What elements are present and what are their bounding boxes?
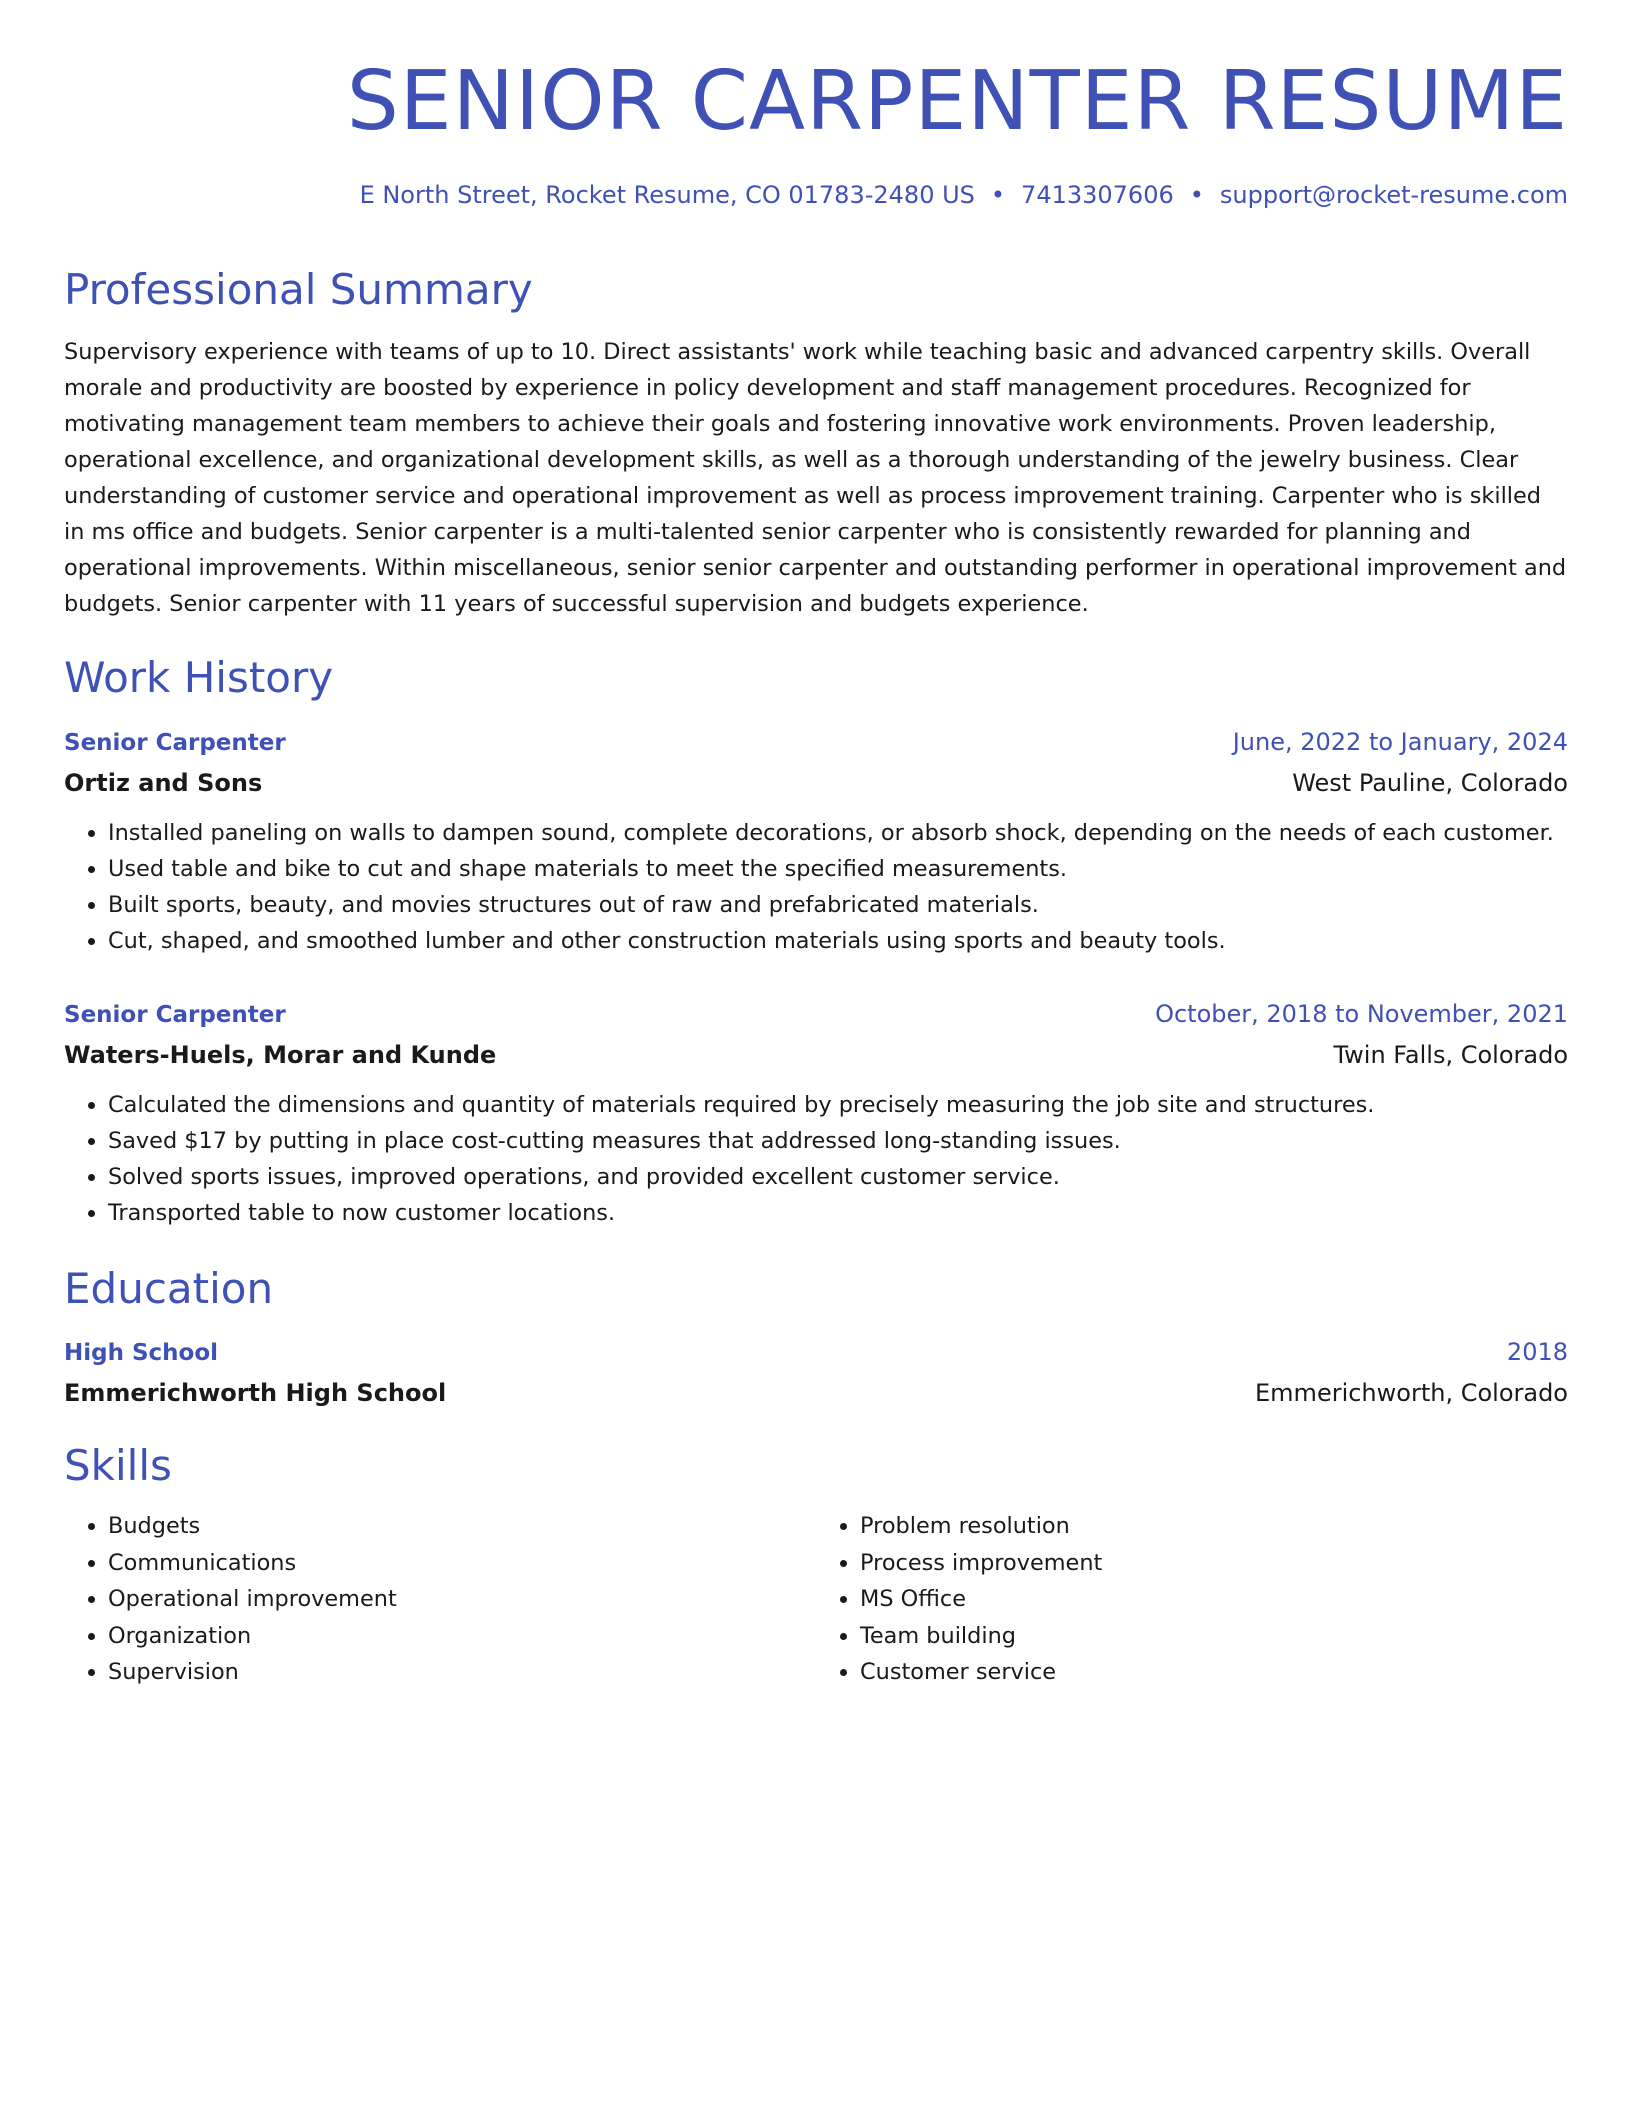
job-location: Twin Falls, Colorado: [1333, 1041, 1568, 1069]
section-title-skills: Skills: [64, 1441, 172, 1490]
skill-item: • Problem resolution: [860, 1508, 1568, 1545]
contact-phone: 7413307606: [1021, 181, 1174, 209]
skill-item: • Supervision: [108, 1654, 816, 1691]
section-title-work-history: Work History: [64, 653, 334, 702]
skill-item: • Process improvement: [860, 1545, 1568, 1582]
list-item: • Solved sports issues, improved operations, and provided excellent customer service.: [108, 1159, 1568, 1195]
job-entry: [64, 994, 1568, 1231]
resume-title: SENIOR CARPENTER RESUME: [346, 54, 1568, 149]
education-location: Emmerichworth, Colorado: [1255, 1379, 1568, 1407]
contact-email[interactable]: support@rocket-resume.com: [1219, 181, 1568, 209]
section-title-education: Education: [64, 1264, 274, 1313]
contact-address: E North Street, Rocket Resume, CO 01783-2480 US: [359, 181, 975, 209]
list-item: • Cut, shaped, and smoothed lumber and other construction materials using sports and beauty tools.: [108, 923, 1568, 959]
job-role: Senior Carpenter: [64, 1002, 286, 1028]
education-entry: [64, 1332, 1568, 1413]
skills-column-left: [64, 1508, 816, 1691]
job-dates: June, 2022 to January, 2024: [1232, 728, 1568, 756]
skill-item: • Organization: [108, 1618, 816, 1655]
skill-item: • Team building: [860, 1618, 1568, 1655]
section-title-summary: Professional Summary: [64, 265, 533, 314]
contact-separator: •: [1189, 181, 1204, 209]
skill-item: • Communications: [108, 1545, 816, 1582]
skills-list: [64, 1508, 1568, 1691]
list-item: • Installed paneling on walls to dampen sound, complete decorations, or absorb shock, depending on the needs of each customer.: [108, 815, 1568, 851]
skill-item: • MS Office: [860, 1581, 1568, 1618]
summary-text: Supervisory experience with teams of up to 10. Direct assistants' work while teaching basic and advanced carpentry skills. Overall morale and productivity are boosted by experience in policy development and staff management procedures. Recognized for motivating management team members to achieve their goals and fostering innovative work environments. Proven leadership, operational excellence, and organizational development skills, as well as a thorough understanding of the jewelry business. Clear understanding of customer service and operational improvement as well as process improvement training. Carpenter who is skilled in ms office and budgets. Senior carpenter is a multi-talented senior carpenter who is consistently rewarded for planning and operational improvements. Within miscellaneous, senior senior carpenter and outstanding performer in operational improvement and budgets. Senior carpenter with 11 years of successful supervision and budgets experience.: [64, 339, 1567, 617]
resume-page: [64, 0, 1568, 1685]
contact-separator: •: [990, 181, 1006, 209]
education-degree: High School: [64, 1340, 219, 1366]
skill-item: • Customer service: [860, 1654, 1568, 1691]
job-employer: Waters-Huels, Morar and Kunde: [64, 1041, 497, 1069]
job-dates: October, 2018 to November, 2021: [1155, 1000, 1568, 1028]
job-bullets: [64, 815, 1568, 959]
list-item: • Transported table to now customer locations.: [108, 1195, 1568, 1231]
skills-column-right: [816, 1508, 1568, 1691]
education-school: Emmerichworth High School: [64, 1379, 447, 1407]
list-item: • Calculated the dimensions and quantity of materials required by precisely measuring the job site and structures.: [108, 1087, 1568, 1123]
education-year: 2018: [1506, 1338, 1568, 1366]
list-item: • Built sports, beauty, and movies structures out of raw and prefabricated materials.: [108, 887, 1568, 923]
job-entry: [64, 722, 1568, 959]
job-location: West Pauline, Colorado: [1292, 769, 1568, 797]
job-bullets: [64, 1087, 1568, 1231]
skill-item: • Budgets: [108, 1508, 816, 1545]
list-item: • Used table and bike to cut and shape materials to meet the specified measurements.: [108, 851, 1568, 887]
contact-line: [360, 178, 1568, 212]
job-role: Senior Carpenter: [64, 730, 286, 756]
list-item: • Saved $17 by putting in place cost-cutting measures that addressed long-standing issues.: [108, 1123, 1568, 1159]
skill-item: • Operational improvement: [108, 1581, 816, 1618]
job-employer: Ortiz and Sons: [64, 769, 263, 797]
